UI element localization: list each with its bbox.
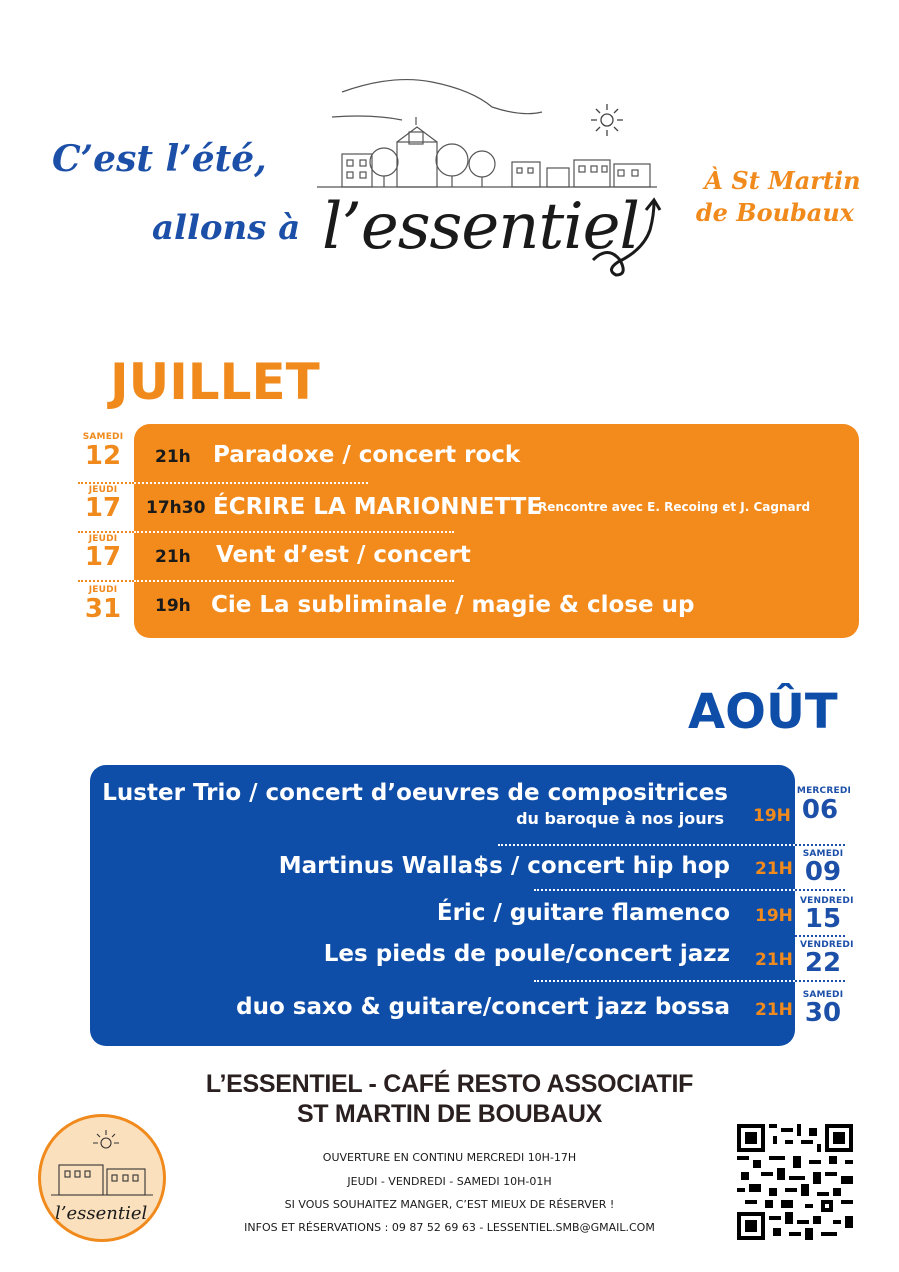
august-event-time: 21H [755, 859, 793, 879]
july-event-day-label: JEUDI [88, 485, 118, 495]
july-event-title: Vent d’est / concert [216, 542, 471, 568]
august-event-title: Les pieds de poule/concert jazz [323, 941, 730, 967]
divider [78, 531, 134, 533]
august-event-day: 09 [804, 857, 842, 887]
footer-info-hours2: JEUDI - VENDREDI - SAMEDI 10H-01H [347, 1175, 552, 1188]
footer-info-hours1: OUVERTURE EN CONTINU MERCREDI 10H-17H [322, 1151, 577, 1164]
footer-info-reserve: SI VOUS SOUHAITEZ MANGER, C’EST MIEUX DE RÉSERVER ! [284, 1198, 615, 1211]
august-event-day-label: MERCREDI [796, 786, 852, 796]
qr-code-icon [737, 1124, 853, 1240]
footer-title-line1: L’ESSENTIEL - CAFÉ RESTO ASSOCIATIF [205, 1070, 694, 1098]
location-line2: de Boubaux [695, 198, 855, 227]
village-illustration [312, 72, 662, 202]
august-event-title: Éric / guitare flamenco [436, 900, 730, 926]
august-event-day-label: VENDREDI [800, 940, 854, 950]
august-event-time: 19H [755, 906, 793, 926]
footer-logo-badge [38, 1114, 166, 1242]
august-event-day-label: SAMEDI [802, 990, 844, 1000]
divider [498, 844, 795, 846]
divider [78, 580, 134, 582]
footer-title-line2: ST MARTIN DE BOUBAUX [296, 1100, 603, 1128]
month-title-august: AOÛT [688, 684, 838, 740]
august-event-title: Luster Trio / concert d’oeuvres de compositrices [102, 780, 728, 806]
july-event-day-label: JEUDI [88, 585, 118, 595]
august-event-subtitle: du baroque à nos jours [516, 809, 724, 828]
august-event-day-label: SAMEDI [802, 849, 844, 859]
sun-icon [591, 104, 623, 136]
august-event-time: 19H [753, 806, 791, 826]
august-event-time: 21H [755, 1000, 793, 1020]
divider [795, 935, 845, 937]
divider [134, 580, 454, 582]
august-event-day-label: VENDREDI [800, 896, 854, 906]
july-event-day-label: JEUDI [88, 534, 118, 544]
slogan-line2: allons à [152, 208, 301, 248]
july-event-day: 12 [84, 441, 122, 471]
july-event-day: 17 [84, 493, 122, 523]
july-event-title: Paradoxe / concert rock [213, 442, 521, 468]
slogan-line1: C’est l’été, [52, 138, 267, 180]
divider [78, 482, 134, 484]
logo-wordmark: l’essentiel [322, 190, 639, 264]
august-event-day: 06 [801, 795, 839, 825]
divider [534, 889, 795, 891]
july-event-title: Cie La subliminale / magie & close up [211, 592, 695, 618]
location-line1: À St Martin [704, 166, 861, 195]
july-event-time: 21h [155, 447, 191, 467]
july-event-time: 21h [155, 547, 191, 567]
august-event-day: 15 [804, 904, 842, 934]
july-event-subtitle: Rencontre avec E. Recoing et J. Cagnard [538, 500, 811, 514]
divider [534, 980, 795, 982]
divider [134, 531, 454, 533]
july-event-title: ÉCRIRE LA MARIONNETTE [213, 494, 543, 520]
divider [795, 844, 845, 846]
badge-wordmark: l’essentiel [55, 1203, 148, 1224]
divider [134, 482, 368, 484]
footer-info-contact: INFOS ET RÉSERVATIONS : 09 87 52 69 63 - LESSENTIEL.SMB@GMAIL.COM [244, 1221, 655, 1234]
divider [795, 980, 845, 982]
month-title-july: JUILLET [110, 353, 320, 411]
august-event-title: Martinus Walla$s / concert hip hop [278, 853, 730, 879]
july-event-day-label: SAMEDI [82, 432, 124, 442]
august-event-time: 21H [755, 950, 793, 970]
july-event-time: 19h [155, 596, 191, 616]
july-event-day: 17 [84, 542, 122, 572]
august-event-day: 22 [804, 948, 842, 978]
logo-swirl [588, 190, 668, 290]
divider [795, 889, 845, 891]
august-event-title: duo saxo & guitare/concert jazz bossa [236, 994, 730, 1020]
july-event-time: 17h30 [146, 498, 206, 518]
july-event-day: 31 [84, 594, 122, 624]
august-event-day: 30 [804, 998, 842, 1028]
